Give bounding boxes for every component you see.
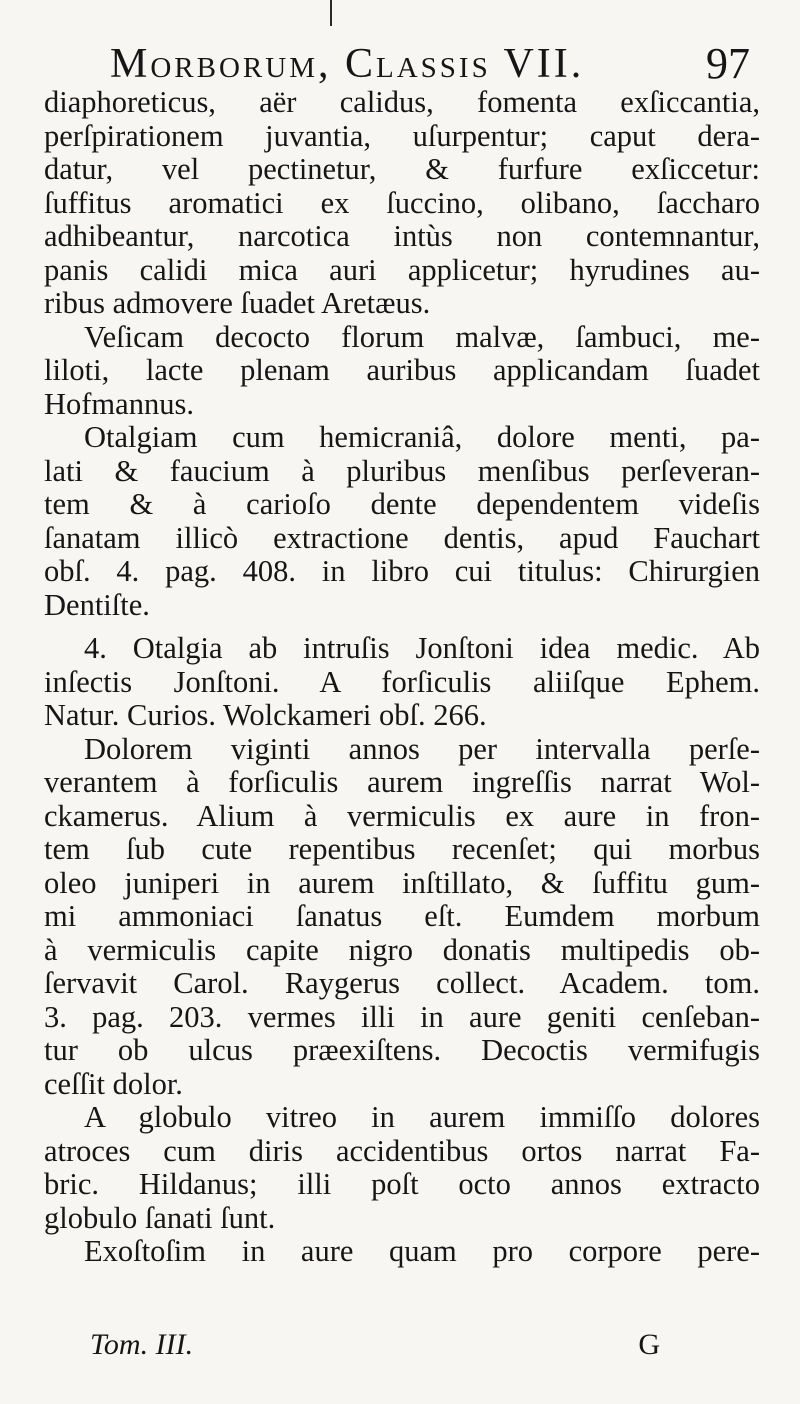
- text-line: ſuffitus aromatici ex ſuccino, olibano, ſaccharo: [44, 185, 760, 220]
- signature-mark: G: [638, 1328, 660, 1361]
- text-line: Otalgiam cum hemicraniâ, dolore menti, pa-: [84, 420, 760, 454]
- text-line: ſervavit Carol. Raygerus collect. Academ. tom.: [44, 966, 760, 1000]
- text-line: Exoſtoſim in aure quam pro corpore pere-: [84, 1234, 760, 1268]
- text-line: tem ſub cute repentibus recenſet; qui morbus: [44, 832, 760, 866]
- text-line: A globulo vitreo in aurem immiſſo dolores: [84, 1100, 760, 1134]
- page-number: 97: [706, 39, 750, 88]
- text-line: ceſſit dolor.: [44, 1066, 183, 1101]
- text-line: globulo ſanati ſunt.: [44, 1200, 276, 1235]
- text-line: inſectis Jonſtoni. A forſiculis aliiſque Ephem.: [44, 664, 760, 699]
- volume-label: Tom. III.: [90, 1328, 194, 1361]
- text-line: Dolorem viginti annos per intervalla perſe-: [84, 731, 760, 766]
- text-line: mi ammoniaci ſanatus eſt. Eumdem morbum: [44, 899, 760, 933]
- running-head: [110, 38, 750, 90]
- text-line: panis calidi mica auri applicetur; hyrudines au-: [44, 252, 760, 287]
- text-line: atroces cum diris accidentibus ortos narrat Fa-: [44, 1133, 760, 1168]
- body-text: [44, 86, 760, 1269]
- text-line: bric. Hildanus; illi poſt octo annos extracto: [44, 1167, 760, 1201]
- text-line: 3. pag. 203. vermes illi in aure geniti cenſeban-: [44, 999, 760, 1034]
- page-footer: [90, 1328, 660, 1368]
- text-line: ribus admovere ſuadet Aretæus.: [44, 286, 431, 320]
- text-line: oleo juniperi in aurem inſtillato, & ſuffitu gum-: [44, 865, 760, 900]
- text-line: diaphoreticus, aër calidus, fomenta exſiccantia,: [44, 85, 760, 119]
- running-head-title: Morborum, Classis VII.: [110, 41, 585, 87]
- section-heading-line: 4. Otalgia ab intruſis Jonſtoni idea medic. Ab: [84, 631, 760, 665]
- text-line: Natur. Curios. Wolckameri obſ. 266.: [44, 698, 487, 732]
- text-line: tem & à carioſo dente dependentem videſis: [44, 487, 760, 521]
- text-line: Dentiſte.: [44, 587, 150, 622]
- text-line: obſ. 4. pag. 408. in libro cui titulus: Chirurgien: [44, 554, 760, 588]
- text-line: tur ob ulcus præexiſtens. Decoctis vermifugis: [44, 1033, 760, 1067]
- top-rule: [330, 0, 332, 26]
- text-line: ſanatam illicò extractione dentis, apud Fauchart: [44, 520, 760, 555]
- text-line: perſpirationem juvantia, uſurpentur; caput dera-: [44, 118, 760, 153]
- text-line: verantem à forſiculis aurem ingreſſis narrat Wol-: [44, 765, 760, 799]
- text-line: Veſicam decocto florum malvæ, ſambuci, me-: [84, 319, 760, 354]
- text-line: liloti, lacte plenam auribus applicandam ſuadet: [44, 353, 760, 387]
- text-line: ckamerus. Alium à vermiculis ex aure in fron-: [44, 798, 760, 833]
- text-line: à vermiculis capite nigro donatis multipedis ob-: [44, 932, 760, 967]
- text-line: datur, vel pectinetur, & furfure exſiccetur:: [44, 152, 760, 186]
- text-line: adhibeantur, narcotica intùs non contemnantur,: [44, 219, 760, 253]
- text-line: Hofmannus.: [44, 386, 194, 421]
- text-line: lati & faucium à pluribus menſibus perſeveran-: [44, 453, 760, 488]
